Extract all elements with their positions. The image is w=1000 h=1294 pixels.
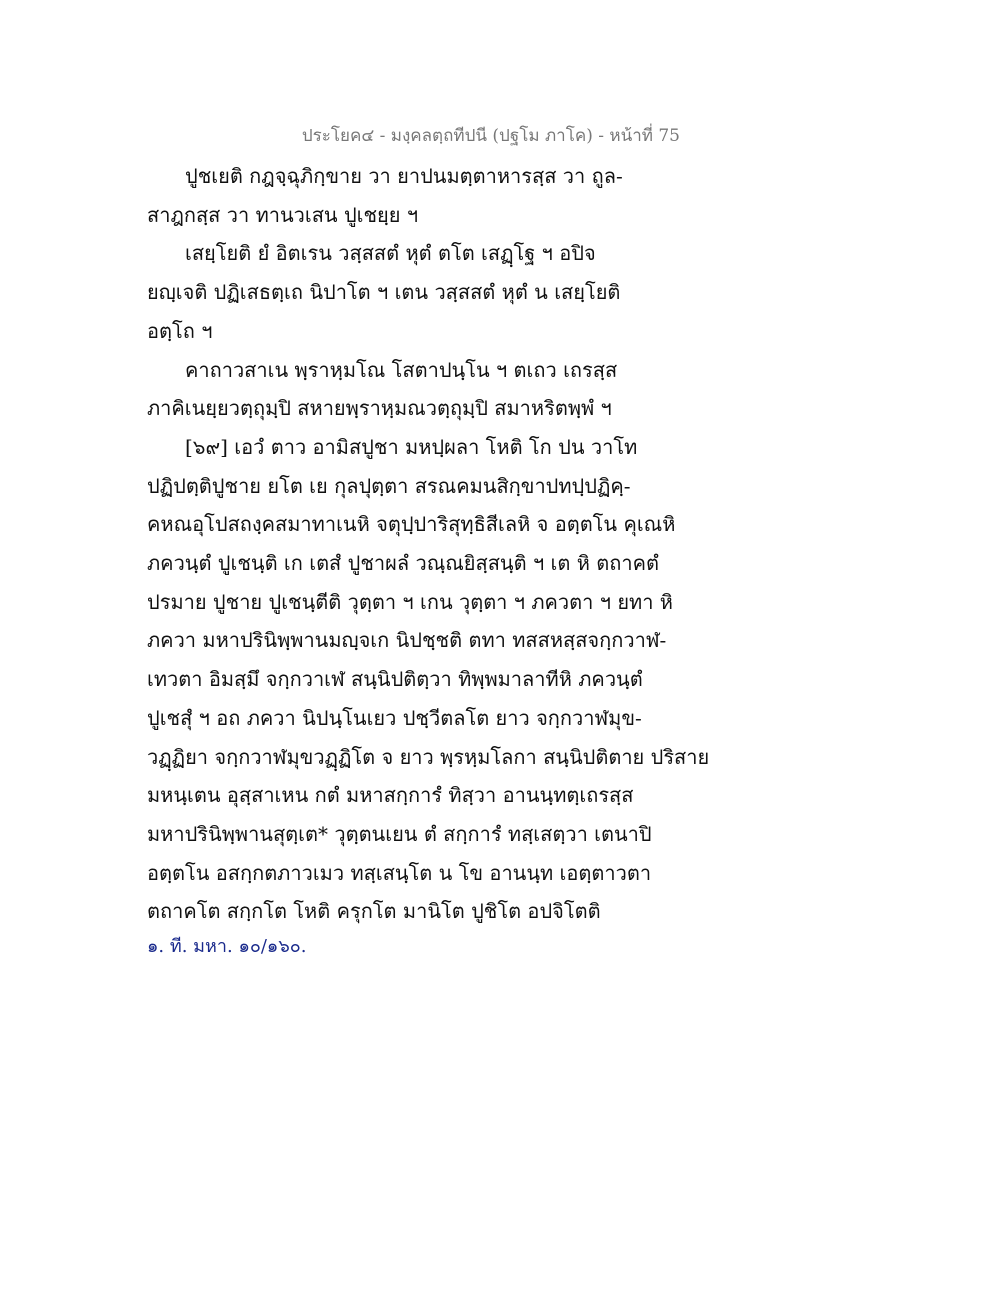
text-line: มหาปรินิพฺพานสุตฺเต* วุตฺตนเยน ตํ สกฺการํ ทสฺเสตฺวา เตนาปิ bbox=[147, 821, 652, 846]
text-line: ภควา มหาปรินิพฺพานมญฺจเก นิปชฺชติ ตทา ทสสหสฺสจกฺกวาฬ- bbox=[147, 628, 667, 653]
text-line: ยญฺเจติ ปฏิเสธตฺเถ นิปาโต ฯ เตน วสฺสสตํ หุตํ น เสยฺโยติ bbox=[147, 280, 621, 305]
text-line: อตฺตโน อสกฺกตภาวเมว ทสฺเสนฺโต น โข อานนฺท เอตฺตาวตา bbox=[147, 860, 652, 885]
text-line: ตถาคโต สกฺกโต โหติ ครุกโต มานิโต ปูชิโต อปจิโตติ bbox=[147, 899, 601, 924]
text-line: มหนฺเตน อุสฺสาเหน กตํ มหาสกฺการํ ทิสฺวา อานนฺทตฺเถรสฺส bbox=[147, 783, 634, 808]
text-line: เสยฺโยติ ยํ อิตเรน วสฺสสตํ หุตํ ตโต เสฏฺโฐ ฯ อปิจ bbox=[185, 241, 596, 266]
page-header: ประโยค๔ - มงฺคลตฺถทีปนี (ปฐโม ภาโค) - หน้าที่ 75 bbox=[301, 126, 680, 146]
text-line: สาฎกสฺส วา ทานวเสน ปูเชยฺย ฯ bbox=[147, 202, 419, 227]
text-line: ปูเชสุํ ฯ อถ ภควา นิปนฺโนเยว ปชฺวีตลโต ยาว จกฺกวาฬมุข- bbox=[147, 705, 642, 730]
body-text bbox=[147, 157, 710, 963]
text-line: คหณอุโปสถงฺคสมาทาเนหิ จตุปฺปาริสุทฺธิสีเลหิ จ อตฺตโน คุเณหิ bbox=[147, 512, 676, 537]
text-line: ภควนฺตํ ปูเชนฺติ เก เตสํ ปูชาผลํ วณฺณยิสฺสนฺติ ฯ เต หิ ตถาคตํ bbox=[147, 551, 659, 576]
text-line: ปฏิปตฺติปูชาย ยโต เย กุลปุตฺตา สรณคมนสิกฺขาปทปฺปฏิคฺ- bbox=[147, 473, 631, 498]
text-line: ภาคิเนยฺยวตฺถุมฺปิ สหายพฺราหฺมณวตฺถุมฺปิ สมาหริตพฺพํ ฯ bbox=[147, 396, 612, 421]
text-line: คาถาวสาเน พฺราหฺมโณ โสตาปนฺโน ฯ ตเถว เถรสฺส bbox=[185, 357, 618, 382]
footnote: ๑. ที. มหา. ๑๐/๑๖๐. bbox=[147, 936, 307, 958]
text-line: ปรมาย ปูชาย ปูเชนฺตีติ วุตฺตา ฯ เกน วุตฺตา ฯ ภควตา ฯ ยทา หิ bbox=[147, 589, 673, 614]
text-line: อตฺโถ ฯ bbox=[147, 318, 213, 343]
text-line: ปูชเยติ กฎจฺฉุภิกฺขาย วา ยาปนมตฺตาหารสฺส วา ถูล- bbox=[185, 164, 623, 188]
text-line: เทวตา อิมสฺมึ จกฺกวาเฬ สนฺนิปติตฺวา ทิพฺพมาลาทีหิ ภควนฺตํ bbox=[147, 667, 643, 692]
text-line: วฏฺฏิยา จกฺกวาฬมุขวฏฺฏิโต จ ยาว พฺรหฺมโลกา สนฺนิปติตาย ปริสาย bbox=[147, 744, 710, 769]
text-line: [๖๙] เอวํ ตาว อามิสปูชา มหปฺผลา โหติ โก ปน วาโท bbox=[185, 434, 638, 459]
